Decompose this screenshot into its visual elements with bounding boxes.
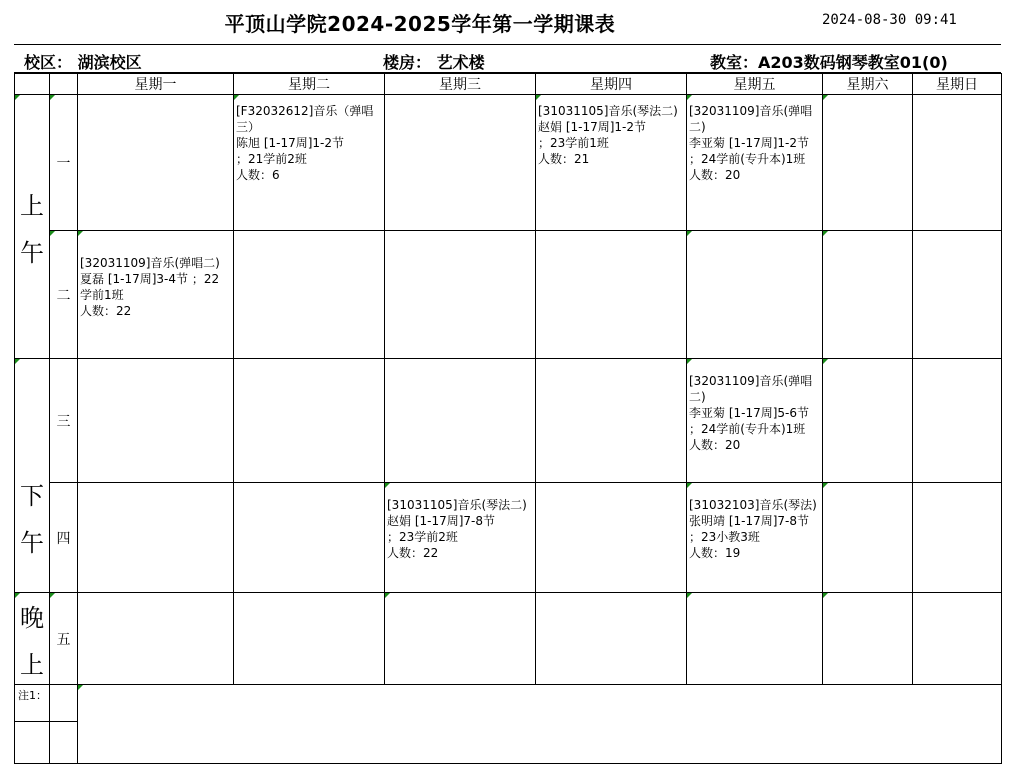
slot-label: 五 [50,593,78,685]
day-header-tue: 星期二 [234,74,385,95]
campus-label: 校区： 湖滨校区 [24,53,142,72]
course-cell-empty[interactable] [385,231,536,359]
course-cell[interactable] [687,95,823,231]
classroom-label: 教室：A203数码钢琴教室01(0) [710,53,948,72]
course-cell[interactable] [78,231,234,359]
page-title: 平顶山学院2024-2025学年第一学期课表 [224,12,616,36]
course-cell-empty[interactable] [823,483,913,593]
course-line: 赵娟 [1-17周]7-8节 [387,514,496,528]
course-cell-empty[interactable] [385,593,536,685]
period-afternoon [15,359,50,593]
timetable [14,73,1002,764]
course-cell-empty[interactable] [234,359,385,483]
slot-row-5 [15,593,1002,685]
course-cell-empty[interactable] [913,231,1002,359]
course-line: 李亚菊 [1-17周]1-2节 ；24学前(专升本)1班 [689,136,810,166]
course-cell-empty[interactable] [385,95,536,231]
course-cell-empty[interactable] [913,593,1002,685]
course-line: 夏磊 [1-17周]3-4节 ；22学前1班 [80,272,220,302]
period-morning-label: 上 午 [20,191,44,267]
course-line: [31031105]音乐(琴法二) [387,498,527,512]
slot-row-2 [15,231,1002,359]
slot-row-4 [15,483,1002,593]
course-cell-empty[interactable] [536,231,687,359]
period-evening-label: 晚 上 [20,603,44,679]
header-top-rule [14,44,1001,45]
course-line: 人数：20 [689,168,741,182]
course-cell-empty[interactable] [913,95,1002,231]
course-line: ；23学前1班 [538,136,609,150]
course-line: 人数：21 [538,152,590,166]
building-label: 楼房： 艺术楼 [383,53,485,72]
note-spacer [50,685,78,722]
course-line: [31032103]音乐(琴法) [689,498,817,512]
day-header-sun: 星期日 [913,74,1002,95]
slot-label: 三 [50,359,78,483]
course-cell-empty[interactable] [78,483,234,593]
course-line: [32031109]音乐(弹唱二) [689,374,813,404]
day-header-fri: 星期五 [687,74,823,95]
course-cell-empty[interactable] [536,593,687,685]
course-cell-empty[interactable] [687,231,823,359]
note-content[interactable] [78,685,1002,764]
course-line: 陈旭 [1-17周]1-2节 [236,136,345,150]
course-cell-empty[interactable] [536,359,687,483]
day-header-mon: 星期一 [78,74,234,95]
course-line: [31031105]音乐(琴法二) [538,104,678,118]
course-line: [F32032612]音乐（弹唱三） [236,104,374,134]
slot-row-1 [15,95,1002,231]
period-morning [15,95,50,359]
course-cell-empty[interactable] [385,359,536,483]
course-line: 李亚菊 [1-17周]5-6节 ；24学前(专升本)1班 [689,406,810,436]
course-cell[interactable] [536,95,687,231]
slot-label: 一 [50,95,78,231]
course-line: 赵娟 [1-17周]1-2节 [538,120,647,134]
course-line: ；23学前2班 [387,530,458,544]
note-row [15,685,1002,722]
day-header-thu: 星期四 [536,74,687,95]
course-line: 人数：22 [80,304,132,318]
course-cell-empty[interactable] [913,359,1002,483]
note-label: 注1： [15,685,50,722]
course-cell-empty[interactable] [536,483,687,593]
course-line: 人数：19 [689,546,741,560]
course-line: [32031109]音乐(弹唱二) [689,104,813,134]
course-cell-empty[interactable] [78,95,234,231]
course-line: 人数：20 [689,438,741,452]
course-cell[interactable] [385,483,536,593]
course-cell[interactable] [234,95,385,231]
slot-label: 四 [50,483,78,593]
course-cell-empty[interactable] [913,483,1002,593]
course-cell-empty[interactable] [823,359,913,483]
course-line: ；21学前2班 [236,152,307,166]
day-header-wed: 星期三 [385,74,536,95]
course-cell[interactable] [687,483,823,593]
course-cell-empty[interactable] [823,231,913,359]
corner-cell [50,74,78,95]
print-timestamp: 2024-08-30 09:41 [822,12,957,28]
course-cell-empty[interactable] [78,359,234,483]
course-line: 人数：6 [236,168,280,182]
course-cell-empty[interactable] [823,95,913,231]
day-header-sat: 星期六 [823,74,913,95]
course-cell-empty[interactable] [234,593,385,685]
note-spacer [50,722,78,764]
course-cell[interactable] [687,359,823,483]
course-line: [32031109]音乐(弹唱二) [80,256,220,270]
course-cell-empty[interactable] [234,231,385,359]
course-line: 人数：22 [387,546,439,560]
course-cell-empty[interactable] [234,483,385,593]
period-afternoon-label: 下 午 [20,482,44,557]
course-line: 张明靖 [1-17周]7-8节 ；23小教3班 [689,514,810,544]
course-cell-empty[interactable] [823,593,913,685]
day-header-row [15,74,1002,95]
slot-row-3 [15,359,1002,483]
course-cell-empty[interactable] [687,593,823,685]
note-spacer [15,722,50,764]
corner-cell [15,74,50,95]
course-cell-empty[interactable] [78,593,234,685]
period-evening [15,593,50,685]
slot-label: 二 [50,231,78,359]
